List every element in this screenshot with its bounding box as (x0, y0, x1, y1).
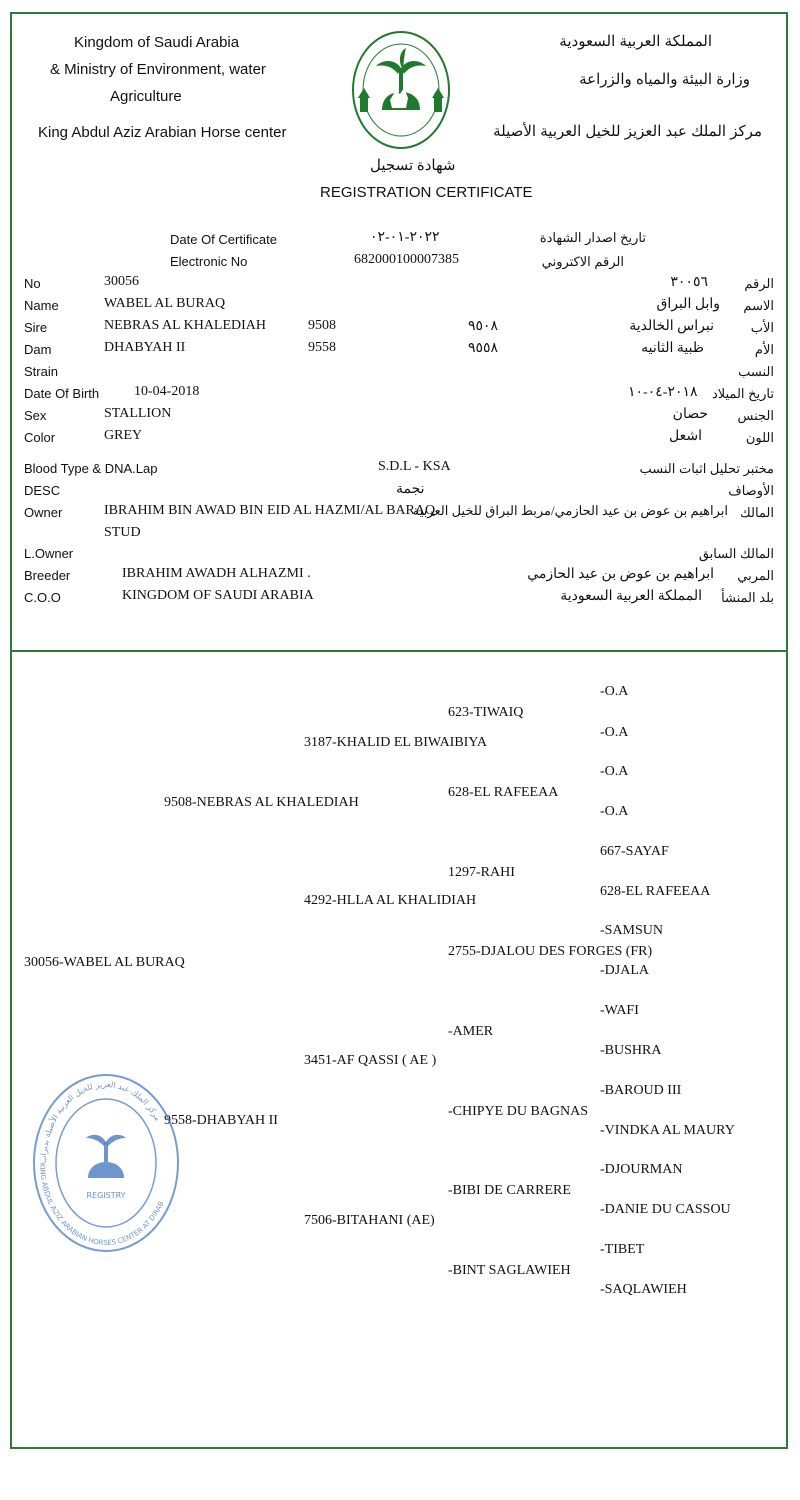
header-en-line1: Kingdom of Saudi Arabia (74, 34, 240, 51)
desc-label-ar: الأوصاف (728, 483, 774, 498)
sex-label: Sex (24, 408, 47, 423)
owner-label: Owner (24, 505, 63, 520)
pedigree-g4: 1297-RAHI (448, 865, 515, 880)
sire-value-ar: نبراس الخالدية (629, 319, 714, 334)
dob-value-ar: ٢٠١٨-٠٤-١٠ (628, 385, 698, 400)
date-of-certificate-value: ٢٠٢٢-٠١-٠٢ (370, 230, 440, 245)
certificate-title: REGISTRATION CERTIFICATE (320, 184, 533, 201)
pedigree-g4: -BIBI DE CARRERE (448, 1183, 571, 1198)
sex-value: STALLION (104, 406, 172, 421)
pedigree-g5: -DANIE DU CASSOU (600, 1202, 731, 1217)
pedigree-g4: -BINT SAGLAWIEH (448, 1263, 571, 1278)
pedigree-g5: -SAMSUN (600, 923, 664, 938)
name-value-ar: وابل البراق (656, 297, 720, 312)
date-of-certificate-label-ar: تاريخ اصدار الشهادة (539, 230, 646, 245)
owner-value-line1: IBRAHIM BIN AWAD BIN EID AL HAZMI/AL BARAQ (104, 503, 436, 518)
no-value: 30056 (104, 274, 139, 289)
dam-number-ar: ٩٥٥٨ (468, 341, 499, 356)
coo-label: C.O.O (24, 590, 61, 605)
header-ar-line1: المملكة العربية السعودية (559, 33, 712, 50)
dam-value: DHABYAH II (104, 340, 186, 355)
date-of-certificate-label: Date Of Certificate (170, 232, 277, 247)
electronic-no-label: Electronic No (170, 254, 248, 269)
sex-value-ar: حصان (672, 407, 708, 422)
sire-number-ar: ٩٥٠٨ (468, 319, 499, 334)
electronic-no-value: 682000100007385 (354, 252, 459, 267)
pedigree-g4: 623-TIWAIQ (448, 705, 524, 720)
color-label: Color (24, 430, 56, 445)
breeder-value: IBRAHIM AWADH ALHAZMI . (122, 566, 311, 581)
electronic-no-label-ar: الرقم الاكتروني (541, 254, 624, 269)
coo-value: KINGDOM OF SAUDI ARABIA (122, 588, 314, 603)
breeder-label: Breeder (24, 568, 71, 583)
pedigree-g5: 667-SAYAF (600, 844, 669, 859)
pedigree-g5: -DJOURMAN (600, 1162, 683, 1177)
pedigree-g5: -TIBET (600, 1242, 645, 1257)
breeder-label-ar: المربي (737, 568, 774, 583)
dob-label: Date Of Birth (24, 386, 100, 401)
pedigree-g5: -O.A (600, 804, 629, 819)
dam-value-ar: ظبية الثانيه (641, 341, 704, 356)
name-label-ar: الاسم (743, 298, 774, 313)
coo-value-ar: المملكة العربية السعودية (560, 589, 702, 604)
pedigree-g5: -O.A (600, 725, 629, 740)
owner-value-ar: ابراهيم بن عوض بن عيد الحازمي/مربط البراق للخيل العربية (412, 503, 728, 518)
stamp-ring-en: KING ABDUL AZIZ ARABIAN HORSES CENTER AT DIRAB (37, 1162, 166, 1248)
pedigree-g3: 3187-KHALID EL BIWAIBIYA (304, 735, 488, 750)
pedigree-dam: 9558-DHABYAH II (164, 1113, 278, 1128)
name-label: Name (24, 298, 59, 313)
sire-number: 9508 (308, 318, 336, 333)
blood-type-label: Blood Type & DNA.Lap (24, 461, 158, 476)
pedigree-g4: 628-EL RAFEEAA (448, 785, 559, 800)
registry-seal-icon (30, 1072, 182, 1254)
pedigree-g4: -AMER (448, 1024, 494, 1039)
pedigree-sire: 9508-NEBRAS AL KHALEDIAH (164, 795, 359, 810)
no-value-ar: ٣٠٠٥٦ (670, 275, 708, 290)
pedigree-g5: -WAFI (600, 1003, 639, 1018)
pedigree-g5: -BUSHRA (600, 1043, 662, 1058)
strain-label-ar: النسب (738, 364, 774, 379)
pedigree-g5: -O.A (600, 684, 629, 699)
stamp-registry-word: REGISTRY (86, 1191, 126, 1200)
desc-label: DESC (24, 483, 61, 498)
color-value-ar: اشعل (669, 429, 702, 444)
coo-label-ar: بلد المنشأ (721, 590, 774, 605)
header-ar-line2: وزارة البيئة والمياه والزراعة (579, 71, 750, 88)
color-label-ar: اللون (745, 430, 774, 445)
header-en-line3: Agriculture (110, 88, 182, 105)
no-label-ar: الرقم (744, 276, 774, 291)
sire-label: Sire (24, 320, 48, 335)
dam-number: 9558 (308, 340, 336, 355)
section-divider (10, 650, 788, 652)
no-label: No (24, 276, 41, 291)
pedigree-g5: -O.A (600, 764, 629, 779)
certificate-title-ar: شهادة تسجيل (370, 158, 456, 174)
l-owner-label: L.Owner (24, 546, 74, 561)
l-owner-label-ar: المالك السابق (698, 546, 774, 561)
sire-label-ar: الأب (750, 320, 774, 335)
dob-label-ar: تاريخ الميلاد (711, 386, 774, 401)
owner-value-line2: STUD (104, 525, 141, 540)
pedigree-g5: 628-EL RAFEEAA (600, 884, 711, 899)
owner-label-ar: المالك (740, 505, 774, 520)
pedigree-g3: 3451-AF QASSI ( AE ) (304, 1053, 437, 1068)
pedigree-g5: -SAQLAWIEH (600, 1282, 687, 1297)
palm-horse-emblem-icon (346, 28, 456, 158)
header-en-center: King Abdul Aziz Arabian Horse center (38, 124, 287, 141)
pedigree-g5: -VINDKA AL MAURY (600, 1123, 735, 1138)
sire-value: NEBRAS AL KHALEDIAH (104, 318, 267, 333)
pedigree-g5: -DJALA (600, 963, 649, 978)
color-value: GREY (104, 428, 143, 443)
pedigree-g3: 7506-BITAHANI (AE) (304, 1213, 435, 1228)
pedigree-g4: 2755-DJALOU DES FORGES (FR) (448, 944, 653, 959)
pedigree-g5: -BAROUD III (600, 1083, 682, 1098)
desc-value: نجمة (396, 482, 425, 497)
breeder-value-ar: ابراهيم بن عوض بن عيد الحازمي (527, 567, 714, 582)
name-value: WABEL AL BURAQ (104, 296, 226, 311)
blood-type-value: S.D.L - KSA (378, 459, 451, 474)
dam-label-ar: الأم (754, 342, 774, 357)
dob-value: 10-04-2018 (134, 384, 200, 399)
pedigree-horse: 30056-WABEL AL BURAQ (24, 955, 185, 970)
pedigree-g4: -CHIPYE DU BAGNAS (448, 1104, 589, 1119)
blood-type-label-ar: مختبر تحليل اثبات النسب (639, 461, 774, 476)
sex-label-ar: الجنس (737, 408, 774, 423)
stamp-ring-ar: مركز الملك عبد العزيز للخيل العربية الأصيلة بديراب (38, 1079, 163, 1164)
header-ar-center: مركز الملك عبد العزيز للخيل العربية الأصيلة (493, 123, 762, 140)
dam-label: Dam (24, 342, 52, 357)
header-en-line2: & Ministry of Environment, water (50, 61, 266, 78)
pedigree-g3: 4292-HLLA AL KHALIDIAH (304, 893, 477, 908)
strain-label: Strain (24, 364, 58, 379)
